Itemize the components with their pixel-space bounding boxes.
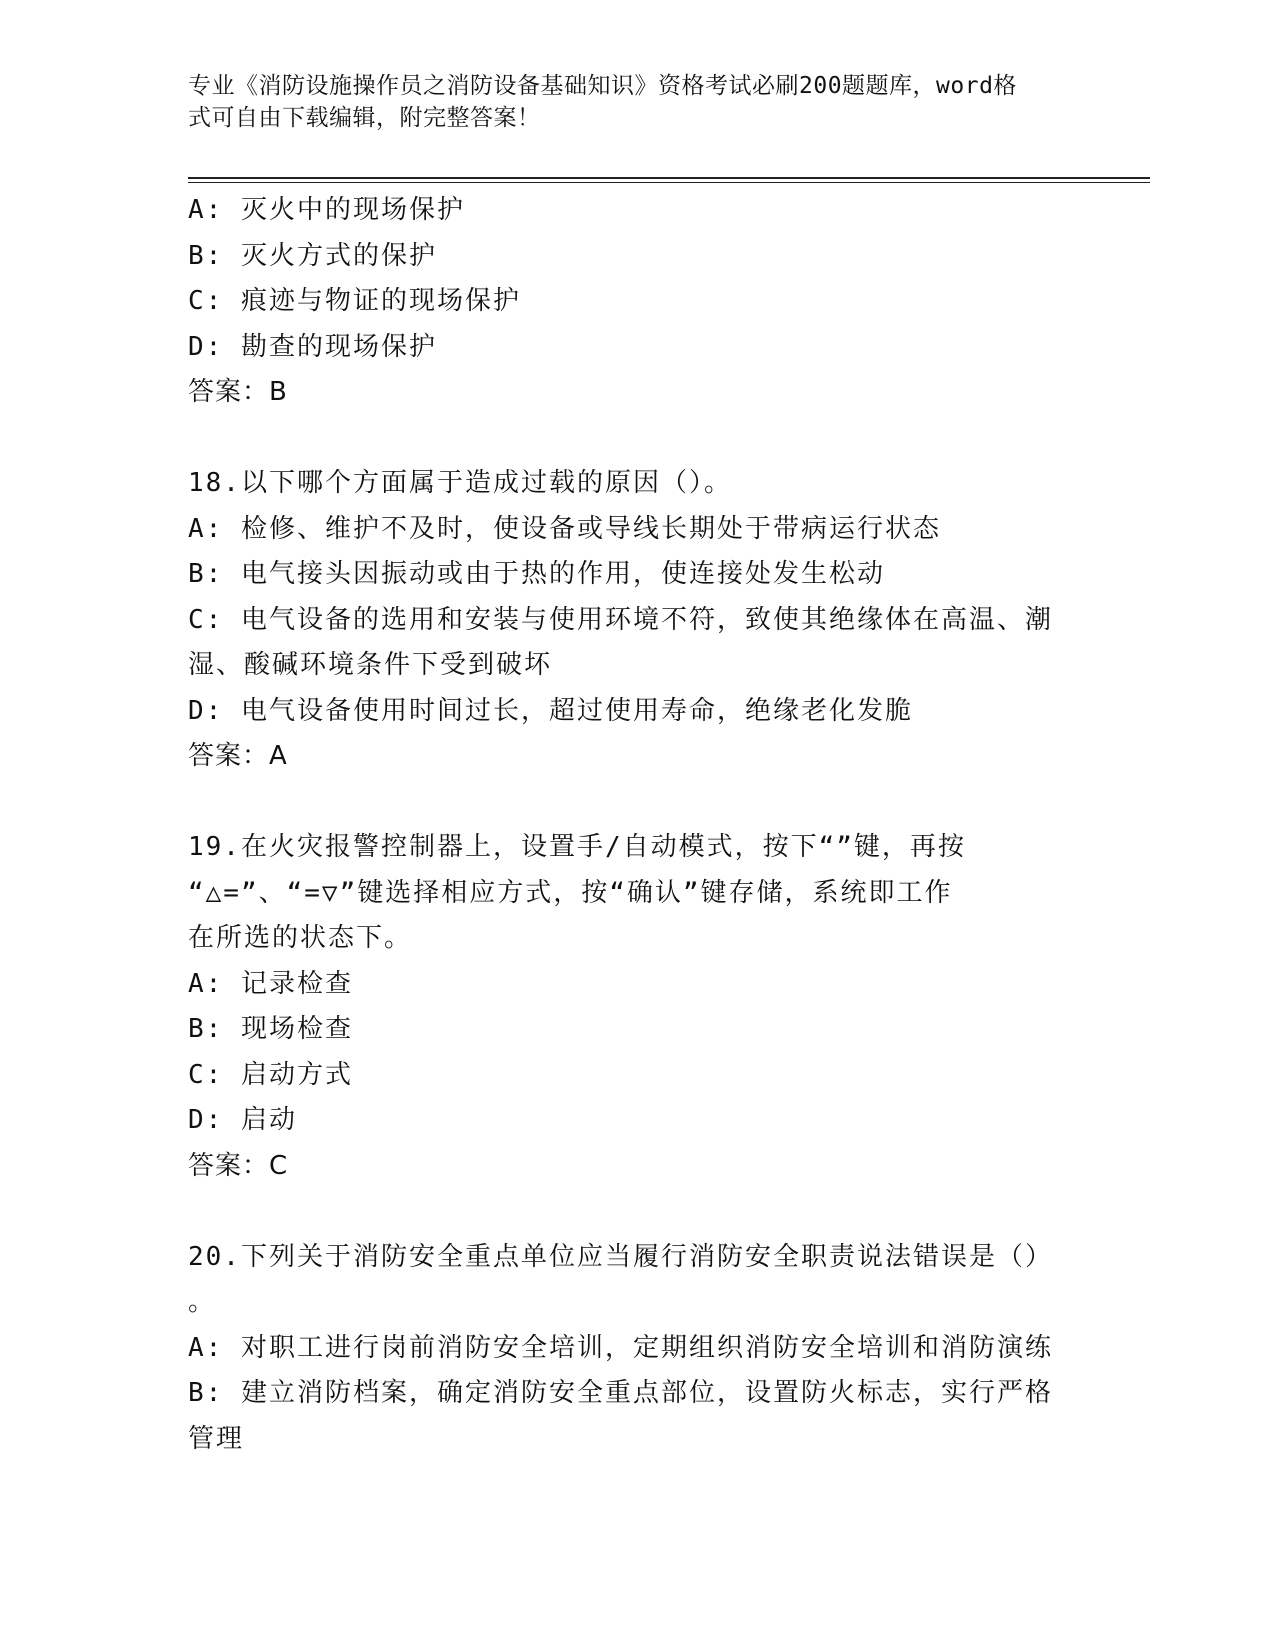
question-stem: 19.在火灾报警控制器上，设置手/自动模式，按下“”键，再按 [188,832,966,862]
option-c: C: 痕迹与物证的现场保护 [188,286,521,316]
option-a: A: 记录检查 [188,968,353,999]
option-b: B: 现场检查 [188,1014,353,1044]
option-b: B: 灭火方式的保护 [188,240,437,271]
option-d: D: 启动 [188,1105,297,1135]
question-19 [188,825,1098,1189]
option-a: A: 对职工进行岗前消防安全培训，定期组织消防安全培训和消防演练 [188,1332,1053,1363]
question-20 [188,1235,1098,1463]
option-c: C: 启动方式 [188,1059,353,1090]
option-d: D: 勘查的现场保护 [188,331,437,362]
question-stem: 18.以下哪个方面属于造成过载的原因（）。 [188,468,732,498]
header-line-1: 专业《消防设施操作员之消防设备基础知识》资格考试必刷200题题库，word格 [188,73,1017,99]
question-stem-continued: 。 [188,1287,217,1317]
option-c: C: 电气设备的选用和安装与使用环境不符，致使其绝缘体在高温、潮 [188,604,1053,635]
question-content [188,188,1098,1462]
header-rule-top [188,177,1150,179]
option-b: B: 电气接头因振动或由于热的作用，使连接处发生松动 [188,559,885,589]
option-a: A: 灭火中的现场保护 [188,195,465,225]
option-b-continued: 管理 [188,1423,245,1454]
option-c-continued: 湿、酸碱环境条件下受到破坏 [188,650,553,680]
question-stem-continued: 在所选的状态下。 [188,923,413,953]
header-line-2: 式可自由下载编辑，附完整答案！ [188,105,541,131]
question-17-options [188,188,1098,416]
answer-label: 答案：C [188,1150,289,1181]
answer-label: 答案：A [188,741,288,771]
answer-label: 答案：B [188,377,288,407]
question-stem-continued: “△=”、“=▽”键选择相应方式，按“确认”键存储，系统即工作 [188,877,953,908]
header-rule-bottom [188,182,1150,183]
question-18 [188,461,1098,780]
option-a: A: 检修、维护不及时，使设备或导线长期处于带病运行状态 [188,513,941,544]
question-stem: 20.下列关于消防安全重点单位应当履行消防安全职责说法错误是（） [188,1241,1053,1272]
option-d: D: 电气设备使用时间过长，超过使用寿命，绝缘老化发脆 [188,695,913,726]
document-header [188,70,1068,134]
option-b: B: 建立消防档案，确定消防安全重点部位，设置防火标志，实行严格 [188,1378,1053,1408]
